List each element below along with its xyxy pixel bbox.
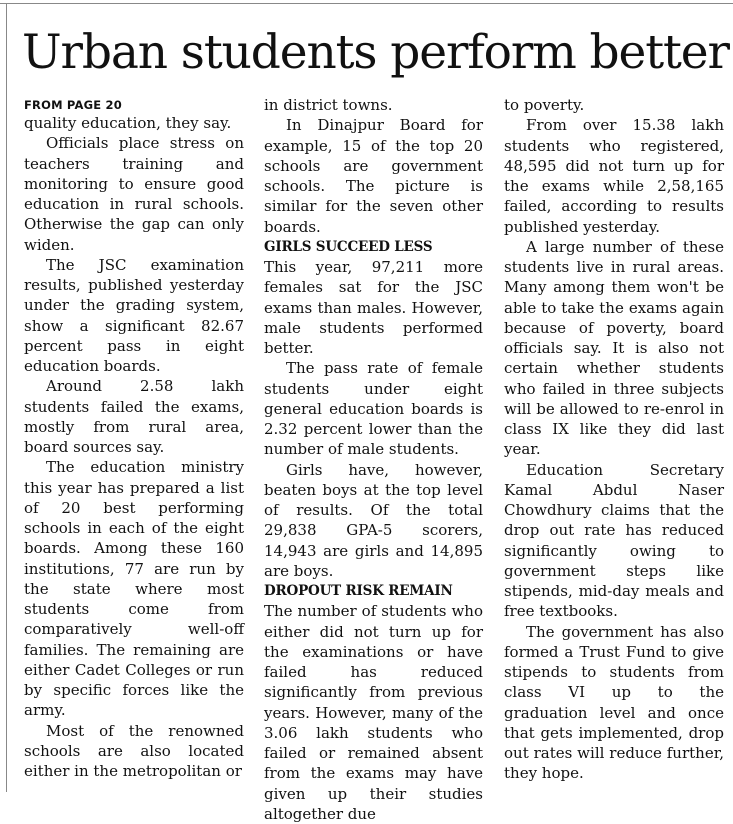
continuation-kicker: FROM PAGE 20 bbox=[24, 98, 122, 112]
left-rule bbox=[6, 3, 7, 792]
paragraph: The pass rate of female students under eight general education boards is 2.32 percent lower than the number of male students. bbox=[264, 359, 483, 459]
headline: Urban students perform better bbox=[22, 25, 729, 80]
subheading-dropout: DROPOUT RISK REMAIN bbox=[264, 583, 453, 599]
article-column-3 bbox=[504, 95, 724, 784]
paragraph: to poverty. bbox=[504, 96, 585, 114]
paragraph: From over 15.38 lakh students who registered, 48,595 did not turn up for the exams while 2,58,165 failed, according to results published yesterday. bbox=[504, 116, 724, 236]
paragraph: The education ministry this year has prepared a list of 20 best performing schools in each of the eight boards. Among these 160 institutions, 77 are run by the state where most students come from comparatively well-off families. The remaining are either Cadet Colleges or run by specific forces like the army. bbox=[24, 458, 244, 720]
paragraph: Officials place stress on teachers training and monitoring to ensure good education in rural schools. Otherwise the gap can only widen. bbox=[24, 134, 244, 254]
paragraph: A large number of these students live in rural areas. Many among them won't be able to take the exams again because of poverty, board officials say. It is also not certain whether students who failed in three subjects will be allowed to re-enrol in class IX like they did last year. bbox=[504, 237, 724, 459]
paragraph: The number of students who either did not turn up for the examinations or have failed has reduced significantly from previous years. However, many of the 3.06 lakh students who failed or remained absent from the exams may have given up their studies altogether due bbox=[264, 602, 483, 823]
subheading-girls: GIRLS SUCCEED LESS bbox=[264, 238, 433, 255]
article-column-1 bbox=[24, 95, 244, 781]
paragraph: In Dinajpur Board for example, 15 of the top 20 schools are government schools. The picture is similar for the seven other boards. bbox=[264, 116, 483, 236]
paragraph: Education Secretary Kamal Abdul Naser Chowdhury claims that the drop out rate has reduced significantly owing to government steps like stipends, mid-day meals and free textbooks. bbox=[504, 460, 724, 621]
paragraph: quality education, they say. bbox=[24, 114, 232, 132]
article-column-2 bbox=[264, 95, 483, 824]
paragraph: The government has also formed a Trust Fund to give stipends to students from class VI up to the graduation level and once that gets implemented, drop out rates will reduce further, they hope. bbox=[504, 622, 724, 783]
paragraph: Most of the renowned schools are also located either in the metropolitan or bbox=[24, 721, 244, 780]
paragraph: This year, 97,211 more females sat for the JSC exams than males. However, male students performed better. bbox=[264, 258, 483, 357]
paragraph: Girls have, however, beaten boys at the top level of results. Of the total 29,838 GPA-5 scorers, 14,943 are girls and 14,895 are boys. bbox=[264, 460, 483, 580]
paragraph: The JSC examination results, published yesterday under the grading system, show a significant 82.67 percent pass in eight education boards. bbox=[24, 255, 244, 375]
paragraph: in district towns. bbox=[264, 96, 393, 114]
top-rule bbox=[0, 3, 733, 4]
paragraph: Around 2.58 lakh students failed the exams, mostly from rural area, board sources say. bbox=[24, 377, 244, 456]
